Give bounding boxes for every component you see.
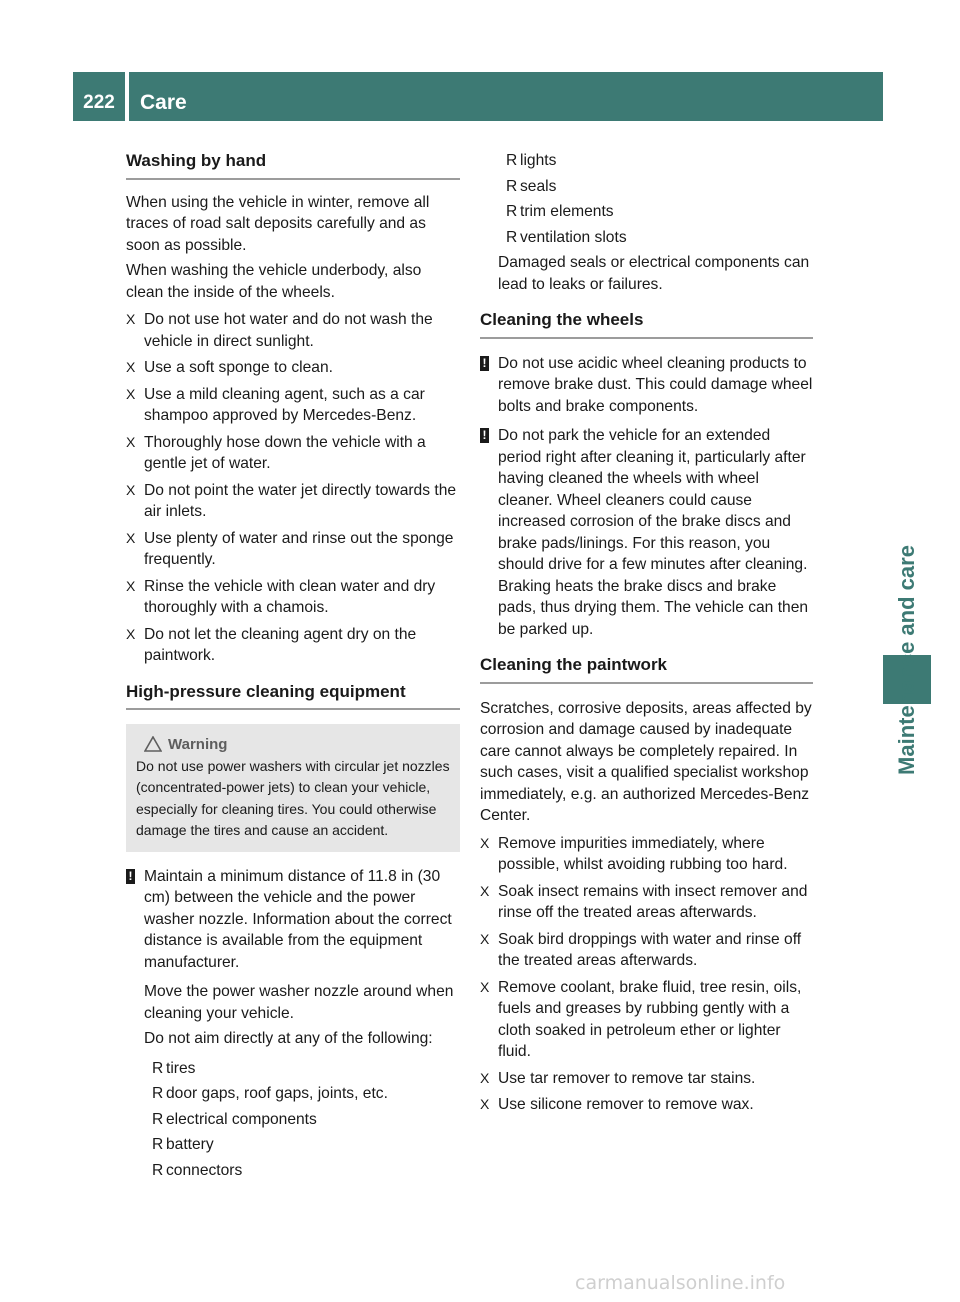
step-item: X Soak insect remains with insect remover and rinse off the treated areas afterwards. <box>480 882 808 921</box>
step-marker-icon: X <box>126 577 136 594</box>
step-marker-icon: X <box>126 359 136 375</box>
step-item: X Use a soft sponge to clean. <box>126 357 460 379</box>
page-title: Care <box>140 91 187 114</box>
bullet-item: R tires <box>152 1058 460 1080</box>
paragraph: Scratches, corrosive deposits, areas affected by corrosion and damage caused by inadequate care cannot always be completely repaired. In such cases, visit a qualified specialist workshop immediately, e.g. an authorized Mercedes-Benz Center. <box>480 699 812 824</box>
bullet-marker-icon: R <box>506 152 518 169</box>
warning-box <box>126 724 460 852</box>
step-item: X Do not let the cleaning agent dry on the paintwork. <box>126 625 417 664</box>
paragraph: Move the power washer nozzle around when cleaning your vehicle. <box>144 983 454 1022</box>
step-marker-icon: X <box>126 481 136 498</box>
section-heading-washing: Washing by hand <box>126 150 460 180</box>
step-marker-icon: X <box>480 930 490 947</box>
step-item: X Use a mild cleaning agent, such as a car shampoo approved by Mercedes-Benz. <box>126 385 425 424</box>
step-item: X Use silicone remover to remove wax. <box>480 1094 813 1116</box>
left-column <box>126 150 460 1185</box>
step-marker-icon: X <box>480 882 490 899</box>
step-marker-icon: X <box>480 1096 490 1112</box>
warning-title: Warning <box>136 734 452 756</box>
step-item: X Rinse the vehicle with clean water and dry thoroughly with a chamois. <box>126 577 436 616</box>
step-item: X Do not use hot water and do not wash the vehicle in direct sunlight. <box>126 311 433 350</box>
bullet-marker-icon: R <box>506 177 518 195</box>
exclamation-icon: ! <box>480 428 489 443</box>
step-marker-icon: X <box>480 834 490 851</box>
bullet-marker-icon: R <box>152 1161 164 1179</box>
right-column <box>480 150 813 1121</box>
step-marker-icon: X <box>126 433 136 450</box>
step-item: X Remove impurities immediately, where possible, whilst avoiding rubbing too hard. <box>480 834 788 873</box>
bullet-item: R electrical components <box>152 1109 460 1131</box>
step-item: X Use plenty of water and rinse out the sponge frequently. <box>126 529 454 568</box>
step-marker-icon: X <box>126 311 136 327</box>
caution-note: ! Maintain a minimum distance of 11.8 in (30 cm) between the vehicle and the power washer nozzle. Information about the correct distance is available from the equipment manufacturer. <box>126 866 460 974</box>
bullet-item: R battery <box>152 1134 460 1156</box>
paragraph: When using the vehicle in winter, remove all traces of road salt deposits carefully and as soon as possible. <box>126 193 430 254</box>
page-header-bar <box>73 72 883 121</box>
section-heading-high-pressure: High-pressure cleaning equipment <box>126 681 460 711</box>
step-marker-icon: X <box>480 978 490 995</box>
bullet-item: R trim elements <box>506 201 813 223</box>
step-marker-icon: X <box>126 625 136 642</box>
caution-note: ! Do not use acidic wheel cleaning products to remove brake dust. This could damage wheel bolts and brake components. <box>480 353 813 418</box>
bullet-marker-icon: R <box>506 203 518 220</box>
paragraph: Damaged seals or electrical components can lead to leaks or failures. <box>498 254 810 293</box>
exclamation-icon: ! <box>126 869 135 884</box>
warning-text: Do not use power washers with circular jet nozzles (concentrated-power jets) to clean your vehicle, especially for cleaning tires. You could otherwise damage the tires and cause an accident. <box>136 757 450 838</box>
step-item: X Do not point the water jet directly towards the air inlets. <box>126 481 457 520</box>
bullet-item: R lights <box>506 150 813 172</box>
paragraph: Do not aim directly at any of the following: <box>144 1030 433 1047</box>
bullet-item: R connectors <box>152 1160 460 1182</box>
header-divider <box>125 72 129 121</box>
section-heading-paintwork: Cleaning the paintwork <box>480 654 813 684</box>
step-item: X Use tar remover to remove tar stains. <box>480 1068 813 1090</box>
step-item: X Remove coolant, brake fluid, tree resin, oils, fuels and greases by rubbing gently with a cloth soaked in petroleum ether or lighter fluid. <box>480 978 802 1060</box>
bullet-item: R seals <box>506 176 813 198</box>
bullet-item: R ventilation slots <box>506 227 813 249</box>
exclamation-icon: ! <box>480 356 489 371</box>
step-item: X Soak bird droppings with water and rinse off the treated areas afterwards. <box>480 930 802 969</box>
step-item: X Thoroughly hose down the vehicle with a gentle jet of water. <box>126 433 426 472</box>
footer-watermark: carmanualsonline.info <box>575 1272 786 1294</box>
bullet-marker-icon: R <box>152 1059 164 1077</box>
bullet-marker-icon: R <box>152 1136 164 1153</box>
step-marker-icon: X <box>126 529 136 546</box>
step-marker-icon: X <box>480 1069 490 1086</box>
paragraph: When washing the vehicle underbody, also clean the inside of the wheels. <box>126 262 422 301</box>
bullet-item: R door gaps, roof gaps, joints, etc. <box>152 1083 460 1105</box>
bullet-marker-icon: R <box>506 228 518 246</box>
caution-note: ! Do not park the vehicle for an extended period right after cleaning it, particularly after having cleaned the wheels with wheel cleaner. Wheel cleaners could cause increased corrosion of the brake discs and brake pads/linings. For this reason, you should drive for a few minutes after cleaning. Braking heats the brake discs and brake pads, thus drying them. The vehicle can then be parked up. <box>480 425 813 640</box>
bullet-marker-icon: R <box>152 1085 164 1102</box>
section-heading-wheels: Cleaning the wheels <box>480 309 813 339</box>
page-number: 222 <box>83 92 115 113</box>
side-tab-label: Maintenance and care <box>894 545 919 775</box>
bullet-marker-icon: R <box>152 1110 164 1128</box>
warning-triangle-icon <box>144 736 162 752</box>
step-marker-icon: X <box>126 385 136 402</box>
